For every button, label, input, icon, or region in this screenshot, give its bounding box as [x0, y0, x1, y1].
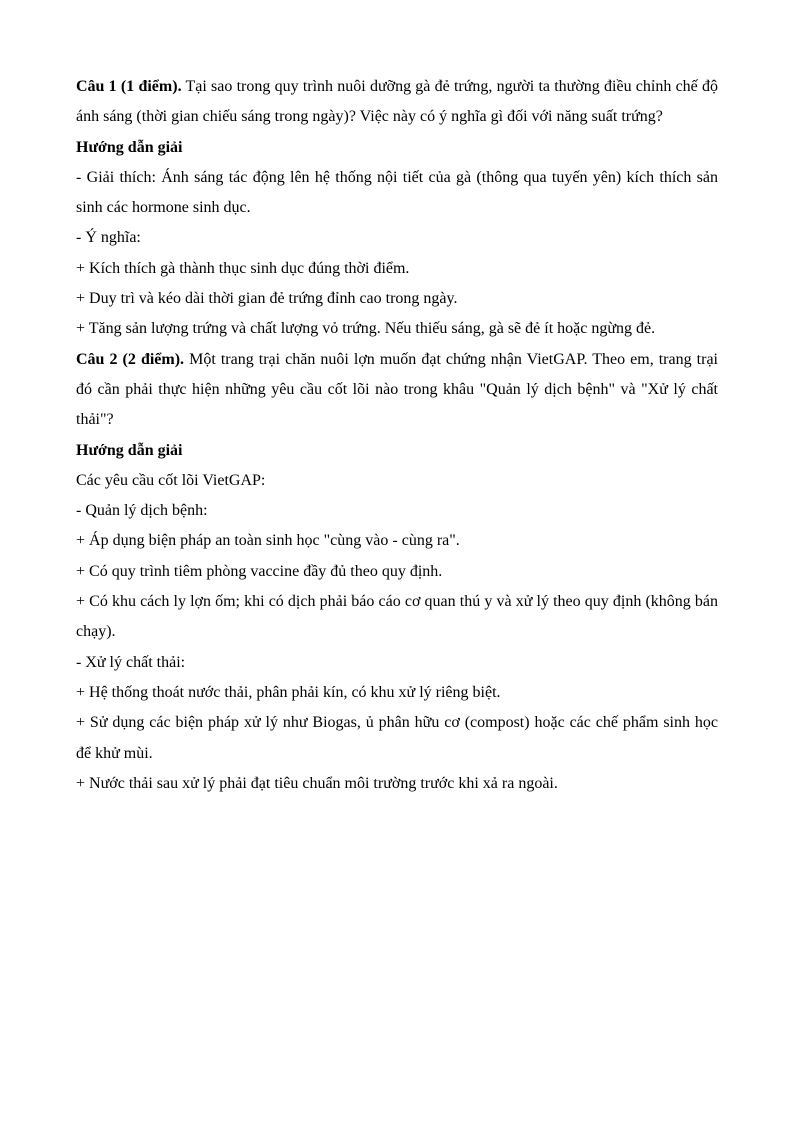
question-2-guide-heading: Hướng dẫn giải — [76, 441, 183, 459]
question-1-guide-heading: Hướng dẫn giải — [76, 138, 183, 156]
document-page — [76, 72, 718, 799]
q1-line: + Duy trì và kéo dài thời gian đẻ trứng đỉnh cao trong ngày. — [76, 290, 458, 308]
q1-line: + Tăng sản lượng trứng và chất lượng vỏ trứng. Nếu thiếu sáng, gà sẽ đẻ ít hoặc ngừng đẻ. — [76, 320, 656, 338]
q2-line: - Xử lý chất thải: — [76, 653, 186, 671]
q1-line: + Kích thích gà thành thục sinh dục đúng thời điểm. — [76, 259, 410, 277]
q2-line: + Sử dụng các biện pháp xử lý như Biogas, ủ phân hữu cơ (compost) hoặc các chế phẩm sinh học để khử mùi. — [76, 714, 718, 762]
question-2-label: Câu 2 (2 điểm). — [76, 350, 185, 368]
question-2-text: Một trang trại chăn nuôi lợn muốn đạt chứng nhận VietGAP. Theo em, trang trại đó cần phải thực hiện những yêu cầu cốt lõi nào trong khâu "Quản lý dịch bệnh" và "Xử lý chất thải"? — [76, 350, 718, 429]
question-2 — [76, 345, 718, 436]
q1-line: - Ý nghĩa: — [76, 229, 141, 247]
question-1-text: Tại sao trong quy trình nuôi dưỡng gà đẻ trứng, người ta thường điều chỉnh chế độ ánh sáng (thời gian chiếu sáng trong ngày)? Việc này có ý nghĩa gì đối với năng suất trứng? — [76, 78, 718, 126]
question-1-label: Câu 1 (1 điểm). — [76, 78, 182, 95]
question-1 — [76, 72, 718, 133]
q2-line: - Quản lý dịch bệnh: — [76, 502, 208, 520]
q2-line: + Có khu cách ly lợn ốm; khi có dịch phải báo cáo cơ quan thú y và xử lý theo quy định (không bán chạy). — [76, 593, 718, 641]
q2-line: Các yêu cầu cốt lõi VietGAP: — [76, 471, 266, 489]
q2-line: + Có quy trình tiêm phòng vaccine đầy đủ theo quy định. — [76, 562, 443, 580]
q2-line: + Hệ thống thoát nước thải, phân phải kín, có khu xử lý riêng biệt. — [76, 683, 501, 701]
q2-line: + Nước thải sau xử lý phải đạt tiêu chuẩn môi trường trước khi xả ra ngoài. — [76, 774, 558, 792]
q1-line: - Giải thích: Ánh sáng tác động lên hệ thống nội tiết của gà (thông qua tuyến yên) kích thích sản sinh các hormone sinh dục. — [76, 168, 718, 217]
q2-line: + Áp dụng biện pháp an toàn sinh học "cùng vào - cùng ra". — [76, 532, 460, 550]
